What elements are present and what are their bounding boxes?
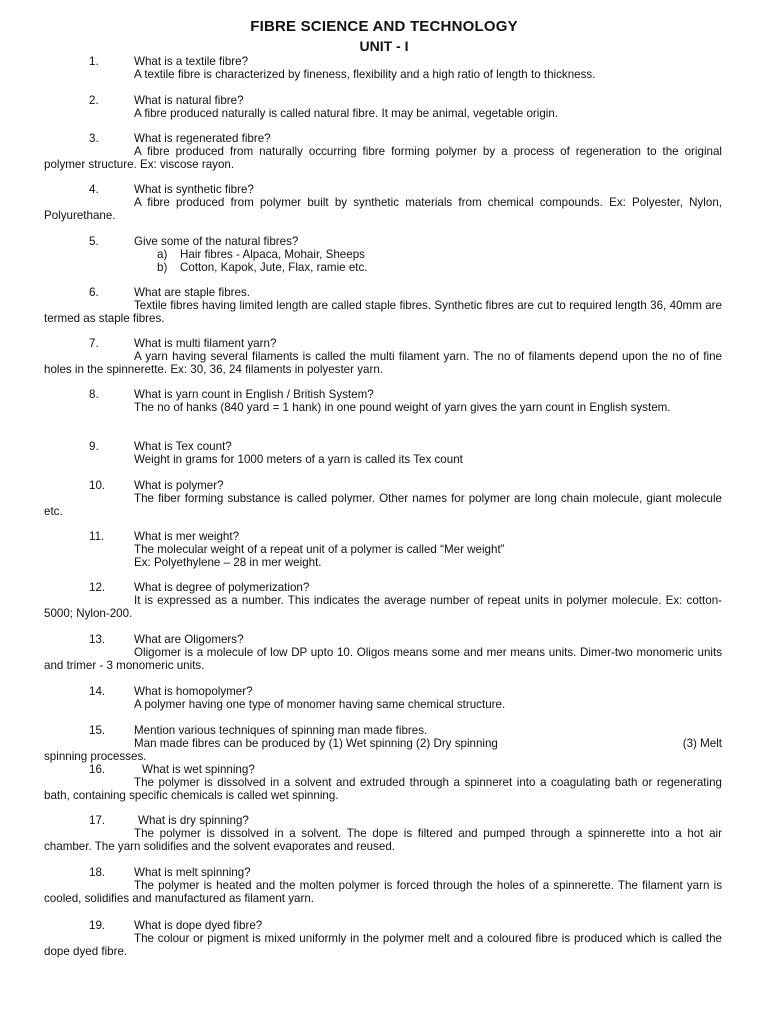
- question-text: What is multi filament yarn?: [134, 337, 277, 350]
- answer-text: The polymer is heated and the molten polymer is forced through the holes of a spinnerette. The filament yarn is cooled, solidifies and manufactured as filament yarn.: [44, 879, 722, 905]
- page-title: FIBRE SCIENCE AND TECHNOLOGY: [250, 18, 518, 35]
- qa-item-2: [89, 94, 722, 120]
- answer-text: It is expressed as a number. This indicates the average number of repeat units in polymer molecule. Ex: cotton-5000; Nylon-200.: [44, 594, 722, 620]
- qa-item-13: [44, 633, 722, 672]
- question-number: 8.: [89, 388, 99, 401]
- answer-text: A fibre produced from polymer built by synthetic materials from chemical compounds. Ex: Polyester, Nylon, Polyurethane.: [44, 196, 722, 222]
- qa-item-8: [89, 388, 722, 414]
- qa-item-16: [44, 763, 722, 802]
- answer-text: A textile fibre is characterized by fineness, flexibility and a high ratio of length to thickness.: [134, 68, 596, 81]
- list-item: b) Cotton, Kapok, Jute, Flax, ramie etc.: [157, 261, 368, 274]
- question-text: What is a textile fibre?: [134, 55, 249, 68]
- question-number: 4.: [89, 183, 99, 196]
- qa-item-1: [89, 55, 722, 81]
- question-number: 2.: [89, 94, 99, 107]
- question-text: What is degree of polymerization?: [134, 581, 310, 594]
- question-number: 15.: [89, 724, 106, 737]
- qa-item-17: [44, 814, 722, 853]
- answer-line: Man made fibres can be produced by (1) Wet spinning (2) Dry spinning (3) Melt: [134, 737, 722, 750]
- answer-text: A fibre produced from naturally occurring fibre forming polymer by a process of regeneration to the original polymer structure. Ex: viscose rayon.: [44, 145, 722, 171]
- question-number: 13.: [89, 633, 106, 646]
- question-number: 5.: [89, 235, 99, 248]
- answer-text: Textile fibres having limited length are called staple fibres. Synthetic fibres are cut to required length 36, 40mm are termed as staple fibres.: [44, 299, 722, 325]
- question-number: 12.: [89, 581, 106, 594]
- qa-item-4: [44, 183, 722, 222]
- question-text: What are staple fibres.: [134, 286, 250, 299]
- question-text: What is homopolymer?: [134, 685, 253, 698]
- answer-continuation: spinning processes.: [44, 750, 147, 763]
- qa-item-12: [44, 581, 722, 620]
- qa-item-10: [44, 479, 722, 518]
- question-number: 19.: [89, 919, 106, 932]
- question-text: What is natural fibre?: [134, 94, 244, 107]
- question-text: Give some of the natural fibres?: [134, 235, 299, 248]
- question-number: 11.: [89, 530, 105, 543]
- question-number: 14.: [89, 685, 106, 698]
- qa-item-18: [44, 866, 722, 905]
- qa-item-3: [44, 132, 722, 171]
- question-number: 7.: [89, 337, 99, 350]
- answer-text: A fibre produced naturally is called natural fibre. It may be animal, vegetable origin.: [134, 107, 559, 120]
- qa-item-15: [44, 724, 722, 763]
- question-text: What is dry spinning?: [138, 814, 249, 827]
- qa-item-14: [89, 685, 722, 711]
- answer-text: The polymer is dissolved in a solvent. The dope is filtered and pumped through a spinnerette into a hot air chamber. The yarn solidifies and the solvent evaporates and reused.: [44, 827, 722, 853]
- question-text: What is wet spinning?: [142, 763, 255, 776]
- question-text: What is Tex count?: [134, 440, 232, 453]
- question-text: Mention various techniques of spinning man made fibres.: [134, 724, 428, 737]
- qa-item-7: [44, 337, 722, 376]
- question-text: What is polymer?: [134, 479, 224, 492]
- question-text: What is dope dyed fibre?: [134, 919, 263, 932]
- qa-item-9: [89, 440, 722, 466]
- answer-text: Weight in grams for 1000 meters of a yarn is called its Tex count: [134, 453, 463, 466]
- question-text: What are Oligomers?: [134, 633, 244, 646]
- answer-text: The colour or pigment is mixed uniformly in the polymer melt and a coloured fibre is produced which is called the dope dyed fibre.: [44, 932, 722, 958]
- question-number: 6.: [89, 286, 99, 299]
- answer-example: Ex: Polyethylene – 28 in mer weight.: [134, 556, 322, 569]
- question-text: What is melt spinning?: [134, 866, 251, 879]
- question-number: 1.: [89, 55, 99, 68]
- answer-text: A yarn having several filaments is called the multi filament yarn. The no of filaments depend upon the no of fine holes in the spinnerette. Ex: 30, 36, 24 filaments in polyester yarn.: [44, 350, 722, 376]
- qa-item-11: [89, 530, 722, 569]
- list-item: a) Hair fibres - Alpaca, Mohair, Sheeps: [157, 248, 365, 261]
- question-text: What is regenerated fibre?: [134, 132, 271, 145]
- question-text: What is mer weight?: [134, 530, 240, 543]
- question-number: 18.: [89, 866, 106, 879]
- answer-text: Oligomer is a molecule of low DP upto 10. Oligos means some and mer means units. Dimer-two monomeric units and trimer - 3 monomeric units.: [44, 646, 722, 672]
- question-number: 17.: [89, 814, 106, 827]
- unit-heading: UNIT - I: [359, 38, 409, 54]
- answer-text: A polymer having one type of monomer having same chemical structure.: [134, 698, 506, 711]
- qa-item-6: [44, 286, 722, 325]
- qa-item-5: [89, 235, 722, 274]
- question-number: 9.: [89, 440, 99, 453]
- question-number: 16.: [89, 763, 106, 776]
- answer-text: The no of hanks (840 yard = 1 hank) in one pound weight of yarn gives the yarn count in English system.: [134, 401, 671, 414]
- answer-text: The polymer is dissolved in a solvent and extruded through a spinneret into a coagulating bath or regenerating bath, containing specific chemicals is called wet spinning.: [44, 776, 722, 802]
- question-text: What is synthetic fibre?: [134, 183, 254, 196]
- answer-text: The molecular weight of a repeat unit of a polymer is called “Mer weight”: [134, 543, 505, 556]
- question-text: What is yarn count in English / British System?: [134, 388, 374, 401]
- sub-list: [89, 248, 722, 274]
- question-number: 3.: [89, 132, 99, 145]
- qa-item-19: [44, 919, 722, 958]
- answer-text: The fiber forming substance is called polymer. Other names for polymer are long chain molecule, giant molecule etc.: [44, 492, 722, 518]
- question-number: 10.: [89, 479, 106, 492]
